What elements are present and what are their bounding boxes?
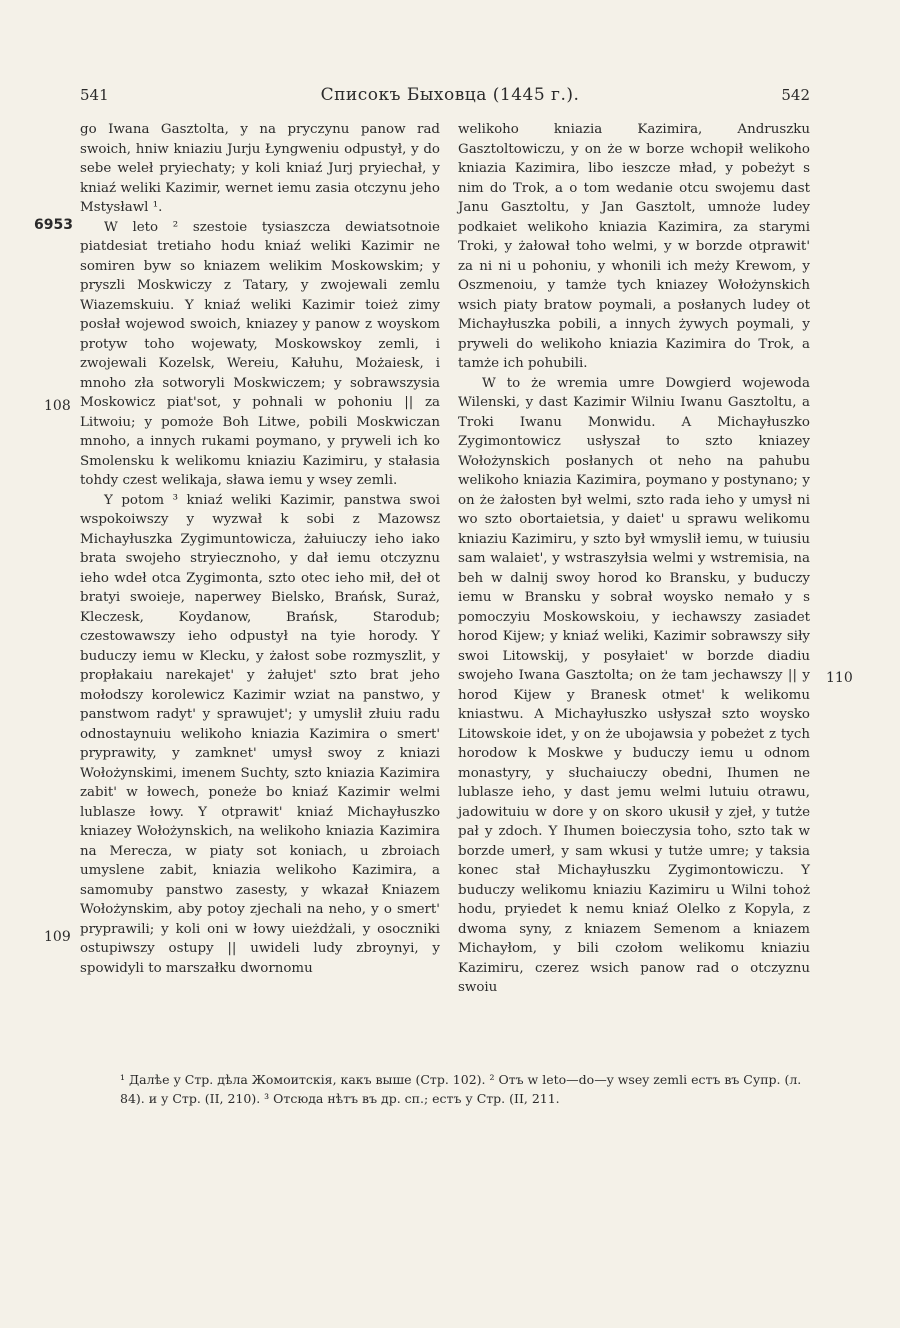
footnote: ¹ Далѣе у Стр. дѣла Жомоитскія, какъ выше (Стр. 102). ² Отъ w leto—do—y wsey zemli естъ въ Супр. (л. 84). и у Стр. (II, 210). ³ Отсюда нѣтъ въ др. сп.; естъ у Стр. (II, 211. xyxy=(120,1072,802,1106)
paragraph: go Iwana Gasztolta, y na pryczynu panow rad swoich, hniw kniaziu Jurju Łyngweniu odpustył, y do sebe weleł pryiechaty; y koli kniaź Jurj pryiechał, y kniaź weliki Kazimir, wernet iemu zasia otczynu jeho Mstysławl ¹. xyxy=(80,122,440,215)
footnotes xyxy=(80,1070,820,1108)
page-number-left: 541 xyxy=(80,86,109,104)
page-title: Списокъ Быховца (1445 г.). xyxy=(320,85,580,105)
paragraph: W leto ² szestoie tysiaszcza dewiatsotnoie piatdesiat tretiaho hodu kniaź weliki Kazimir ne somiren byw so kniazem welikim Moskowskim; y pryszli Moskwiczy z Tatary, y zwojewali zemlu Wiazemskuiu. Y kniaź weliki Kazimir toież zimy posłał wojewod swoich, kniazey y panow z woyskom protyw toho wojewaty, Moskowskoy zemli, i zwojewali Kozelsk, Wereiu, Kałuhu, Możaiesk, i mnoho zła sotworyli Moskwiczem; y sobrawszysia Moskowicz piat'sot, y pohnali w pohoniu || za Litwoiu; y pomoże Boh Litwe, pobili Moskwiczan mnoho, a innych rukami poymano, y pryweli ich ko Smolensku k welikomu kniaziu Kazimiru, y stałasia tohdy czest welikaja, sława iemu y wsey zemli. xyxy=(80,219,440,488)
margin-folio-110: 110 xyxy=(826,670,853,686)
paragraph: Y potom ³ kniaź weliki Kazimir, panstwa swoi wspokoiwszy y wyzwał k sobi z Mazowsz Michayłuszka Zygimuntowicza, żałuiuczy ieho iako brata swojeho stryiecznoho, y dał iemu otczyznu ieho wdeł otca Zygimonta, szto otec ieho mił, deł ot bratyi swoieje, naperwey Bielsko, Brańsk, Suraż, Kleczesk, Koydanow, Brańsk, Starodub; czestowawszy ieho odpustył na tyie horody. Y buduczy iemu w Klecku, y żałost sobe rozmyszlit, y propłakaiu narekajet' y żałujet' szto brat jeho mołodszy korolewicz Kazimir wziat na panstwo, y panstwom radyt' y sprawujet'; y umyslił złuiu radu odnostaynuiu welikoho kniazia Kazimira o smert' pryprawity, y zamknet' umysł swoy z kniazi Wołożynskimi, imenem Suchty, szto kniazia Kazimira zabit' w łowech, poneże bo kniaź Kazimir welmi lublasze łowy. Y otprawit' kniaź Michayłuszko kniazey Wołożynskich, na welikoho kniazia Kazimira na Merecza, w piaty sot koniach, u zbroiach umyslene zabit, kniazia welikoho Kazimira, a samomuby panstwo zasesty, y wkazał Kniazem Wołożynskim, aby potoy zjechali na neho, y o smert' pryprawili; y koli oni w łowy uieżdżali, y osoczniki ostupiwszy ostupy || uwideli ludy zbroynyi, y spowidyli to marszałku dwornomu xyxy=(80,492,440,976)
left-column xyxy=(80,120,440,978)
paragraph: W to że wremia umre Dowgierd wojewoda Wilenski, y dast Kazimir Wilniu Iwanu Gasztoltu, a Troki Iwanu Monwidu. A Michayłuszko Zygimontowicz usłyszał to szto kniazey Wołożynskich posłanych ot neho na pahubu welikoho kniazia Kazimira, poymano y postynano; y on że żałosten był welmi, szto rada ieho y umysł ni wo szto obortaietsia, y daiet' u sprawu welikomu kniaziu Kazimiru, y szto był wmyslił iemu, w tuiusiu sam walaiet', y wstraszyłsia welmi y wstremisia, na beh w dalnij swoy horod ko Bransku, y buduczy iemu w Bransku y sobrał woysko nemało y s pomoczyiu Moskowskoiu, y iechawszy zasiadet horod Kijew; y kniaź weliki, Kazimir sobrawszy siły swoi Litowskij, y posyłaiet' w borzde diadiu swojeho Iwana Gasztolta; on że tam jechawszy || y horod Kijew y Branesk otmet' k welikomu kniastwu. A Michayłuszko usłyszał szto woysko Litowskoie idet, y on że ubojawsia y pobeżet z tych horodow k Moskwe y buduczy iemu u odnom monastyry, y słuchaiuczy obedni, Ihumen ne lublasze ieho, y dast jemu welmi lutuiu otrawu, jadowituiu w dore y on skoro ukusił y zjeł, y tutże pał y zdoch. Y Ihumen boieczysia toho, szto tak w borzde umerł, y sam wkusi y tutże umre; y taksia konec stał Michayłuszku Zygimontowiczu. Y buduczy welikomu kniaziu Kazimiru u Wilni tohoż hodu, pryiedet k nemu kniaź Olelko z Kopyla, z dwoma syny, z kniazem Semenom a kniazem Michayłom, y bili czołom welikomu kniaziu Kazimiru, czerez wsich panow rad o otczyznu swoiu xyxy=(458,375,810,995)
margin-folio-109: 109 xyxy=(44,929,71,945)
page-header xyxy=(0,86,900,108)
page-number-right: 542 xyxy=(781,86,810,104)
margin-folio-108: 108 xyxy=(44,398,71,414)
paragraph: welikoho kniazia Kazimira, Andruszku Gasztoltowiczu, y on że w borze wchopił welikoho kniazia Kazimira, libo ieszcze mład, y pobeżyt s nim do Trok, a o tom wedanie otcu swojemu dast Janu Gasztoltu, y Jan Gasztolt, umnoże ludey podkaiet welikoho kniazia Kazimira, za starymi Troki, y żałował toho welmi, y w borzde otprawit' za ni ni u pohoniu, y whonili ich meży Krewom, y Oszmenoiu, y tamże tych kniazey Wołożynskich wsich piaty bratow poymali, a posłanych ludey ot Michayłuszka pobili, a innych żywych poymali, y pryweli do welikoho kniazia Kazimira do Trok, a tamże ich pohubili. xyxy=(458,122,810,371)
margin-year-number: 6953 xyxy=(34,217,73,233)
right-column xyxy=(458,120,810,998)
